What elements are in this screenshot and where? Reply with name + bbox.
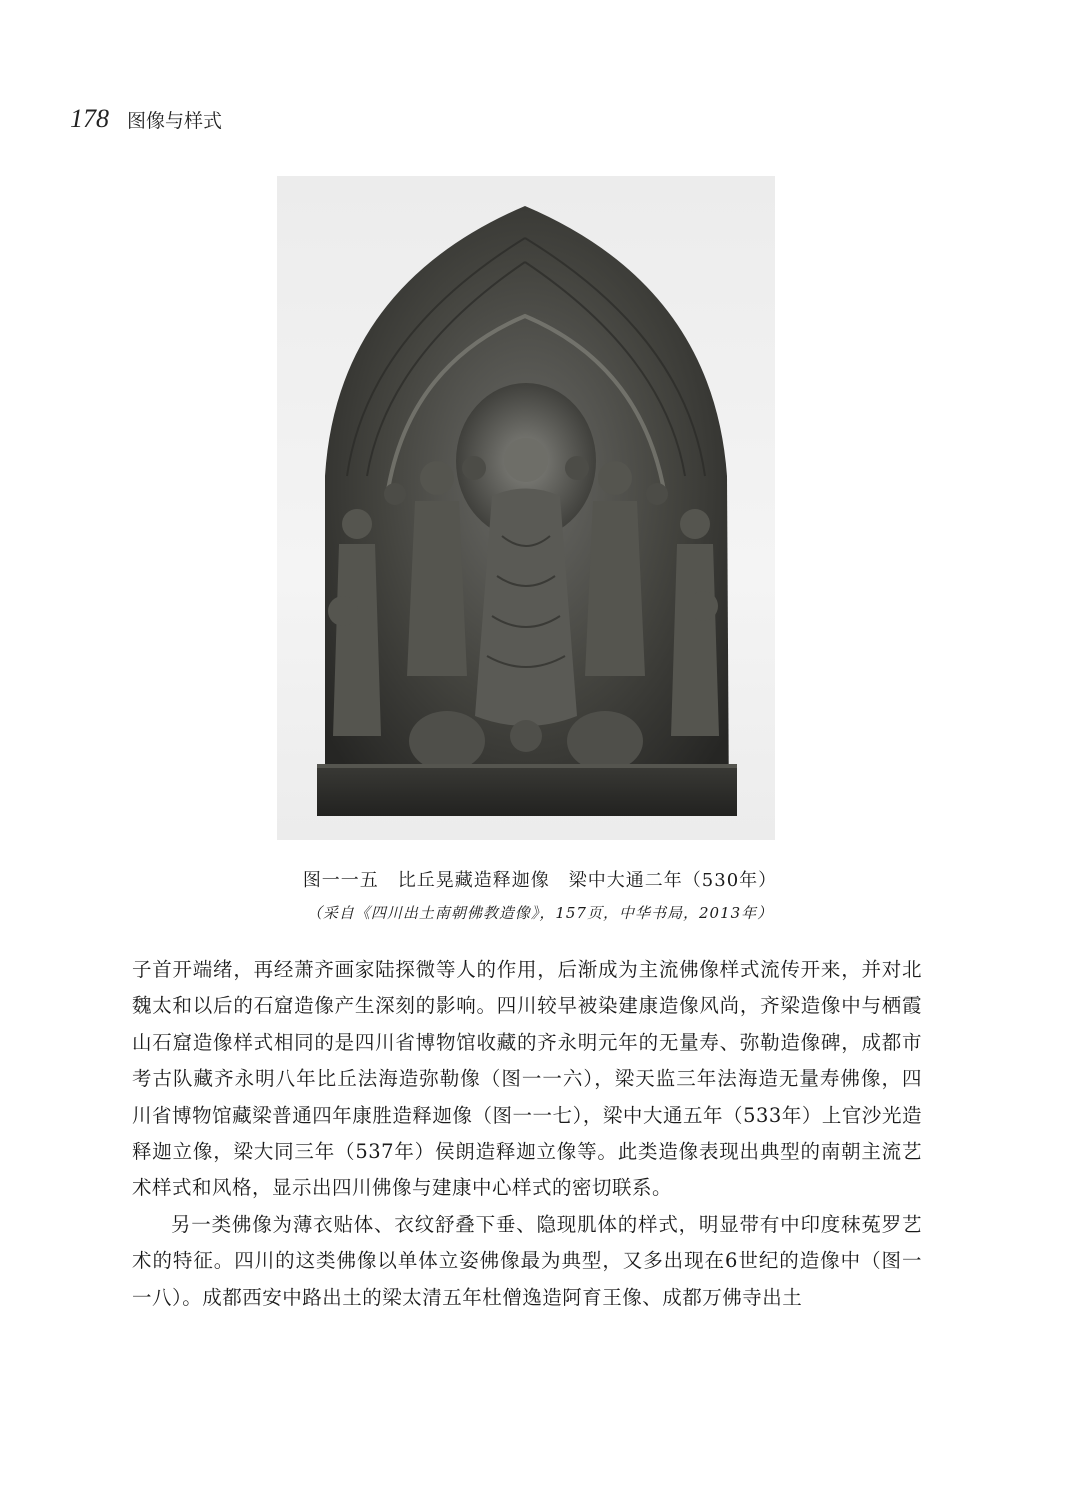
stele-illustration (277, 176, 775, 840)
page-header (70, 104, 222, 134)
paragraph: 另一类佛像为薄衣贴体、衣纹舒叠下垂、隐现肌体的样式，明显带有中印度秣菟罗艺术的特征。四川的这类佛像以单体立姿佛像最为典型，又多出现在6世纪的造像中（图一一八）。成都西安中路出土的梁太清五年杜僧逸造阿育王像、成都万佛寺出土 (132, 1212, 922, 1309)
figure-stele-photo (277, 176, 775, 840)
body-text (132, 952, 922, 1316)
paragraph: 子首开端绪，再经萧齐画家陆探微等人的作用，后渐成为主流佛像样式流传开来，并对北魏太和以后的石窟造像产生深刻的影响。四川较早被染建康造像风尚，齐梁造像中与栖霞山石窟造像样式相同的是四川省博物馆收藏的齐永明元年的无量寿、弥勒造像碑，成都市考古队藏齐永明八年比丘法海造弥勒像（图一一六），梁天监三年法海造无量寿佛像，四川省博物馆藏梁普通四年康胜造释迦像（图一一七），梁中大通五年（533年）上官沙光造释迦立像，梁大同三年（537年）侯朗造释迦立像等。此类造像表现出典型的南朝主流艺术样式和风格，显示出四川佛像与建康中心样式的密切联系。 (132, 958, 922, 1200)
page-number: 178 (70, 104, 109, 133)
figure-caption: 图一一五 比丘晃藏造释迦像 梁中大通二年（530年） (302, 870, 778, 891)
figure-source-note: （采自《四川出土南朝佛教造像》，157页，中华书局，2013年） (306, 904, 774, 922)
running-title: 图像与样式 (127, 110, 223, 132)
